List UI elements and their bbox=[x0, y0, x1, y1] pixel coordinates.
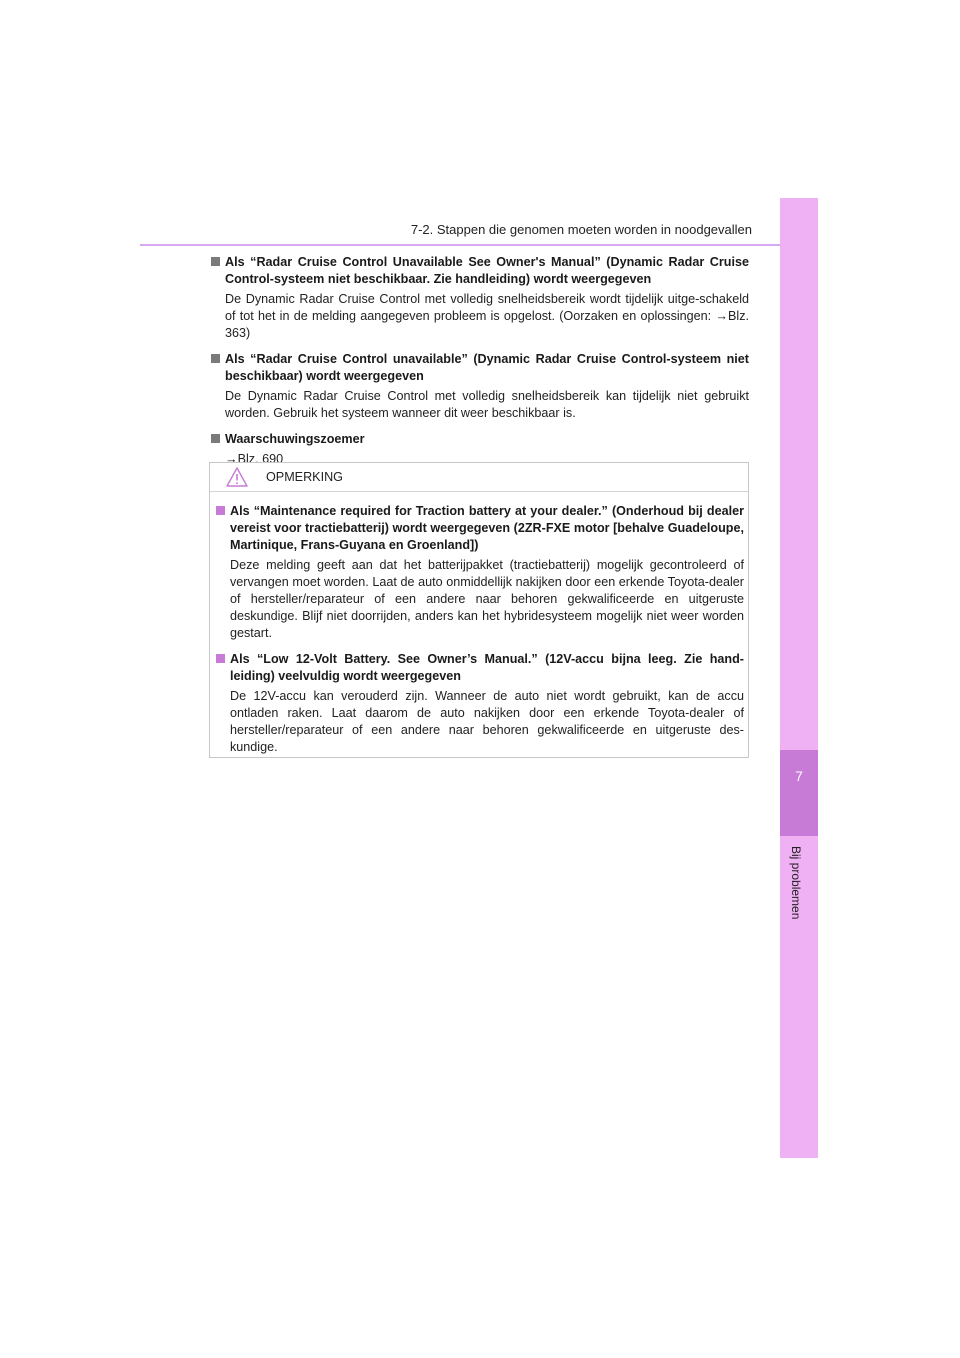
main-content bbox=[211, 254, 749, 477]
header-divider bbox=[140, 244, 818, 246]
notice-box bbox=[209, 462, 749, 758]
section-title: 7-2. Stappen die genomen moeten worden in noodgevallen bbox=[410, 222, 752, 237]
notice-item-body: Deze melding geeft aan dat het batterijpakket (tractiebatterij) mogelijk gecontroleerd of vervangen moet worden. Laat de auto onmiddellijk nakijken door een erkende Toyota-dealer of hersteller/reparateur of een andere naar behoren gekwalificeerde en uitgeruste deskundige. Blijf niet doorrijden, anders kan het hybridesysteem mogelijk niet weer worden gestart. bbox=[230, 558, 744, 640]
section-radar-unavailable bbox=[211, 351, 749, 422]
chapter-number: 7 bbox=[795, 768, 803, 784]
square-bullet-icon bbox=[211, 354, 220, 363]
square-bullet-icon bbox=[216, 654, 225, 663]
notice-header bbox=[210, 463, 748, 492]
chapter-label: Bij problemen bbox=[789, 846, 803, 920]
square-bullet-icon bbox=[211, 434, 220, 443]
notice-item-traction-battery bbox=[216, 503, 744, 642]
notice-item-heading-text: Als “Low 12-Volt Battery. See Owner’s Manual.” (12V-accu bijna leeg. Zie hand-leiding) veelvuldig wordt weergegeven bbox=[230, 652, 744, 683]
square-bullet-icon bbox=[211, 257, 220, 266]
square-bullet-icon bbox=[216, 506, 225, 515]
notice-item-heading bbox=[216, 503, 744, 554]
page-header bbox=[140, 218, 818, 246]
notice-item-low-battery bbox=[216, 651, 744, 756]
section-heading bbox=[211, 254, 749, 288]
warning-triangle-icon bbox=[226, 467, 248, 487]
section-body: De Dynamic Radar Cruise Control met volledig snelheidsbereik kan tijdelijk niet gebruikt worden. Gebruik het systeem wanneer dit weer beschikbaar is. bbox=[225, 389, 749, 420]
notice-item-body: De 12V-accu kan verouderd zijn. Wanneer de auto niet wordt gebruikt, kan de accu ontladen raken. Laat daarom de auto nakijken door een erkende Toyota-dealer of hersteller/reparateur of een andere naar behoren gekwalificeerde en uitgeruste des-kundige. bbox=[230, 689, 744, 754]
notice-item-heading bbox=[216, 651, 744, 685]
notice-content bbox=[216, 503, 744, 765]
section-heading-text: Als “Radar Cruise Control Unavailable See Owner's Manual” (Dynamic Radar Cruise Control-systeem niet beschikbaar. Zie handleiding) wordt weergegeven bbox=[225, 255, 749, 286]
section-body: →Blz. 690 bbox=[225, 452, 284, 466]
notice-item-heading-text: Als “Maintenance required for Traction battery at your dealer.” (Onderhoud bij dealer vereist voor tractiebatterij) wordt weergegeven (2ZR-FXE motor [behalve Guadeloupe, Martinique, Frans-Guyana en Groenland]) bbox=[230, 504, 744, 552]
notice-title: OPMERKING bbox=[266, 470, 343, 484]
section-body: De Dynamic Radar Cruise Control met volledig snelheidsbereik wordt tijdelijk uitge-schakeld of tot het in de melding aangegeven probleem is opgelost. (Oorzaken en oplossingen: →Blz. 363) bbox=[225, 292, 749, 340]
chapter-number-block bbox=[780, 750, 818, 836]
chapter-side-tab bbox=[780, 198, 818, 1158]
section-heading bbox=[211, 431, 749, 448]
section-heading-text: Als “Radar Cruise Control unavailable” (Dynamic Radar Cruise Control-systeem niet beschikbaar) wordt weergegeven bbox=[225, 352, 749, 383]
section-radar-unavailable-manual bbox=[211, 254, 749, 342]
section-heading bbox=[211, 351, 749, 385]
section-heading-text: Waarschuwingszoemer bbox=[225, 432, 365, 446]
